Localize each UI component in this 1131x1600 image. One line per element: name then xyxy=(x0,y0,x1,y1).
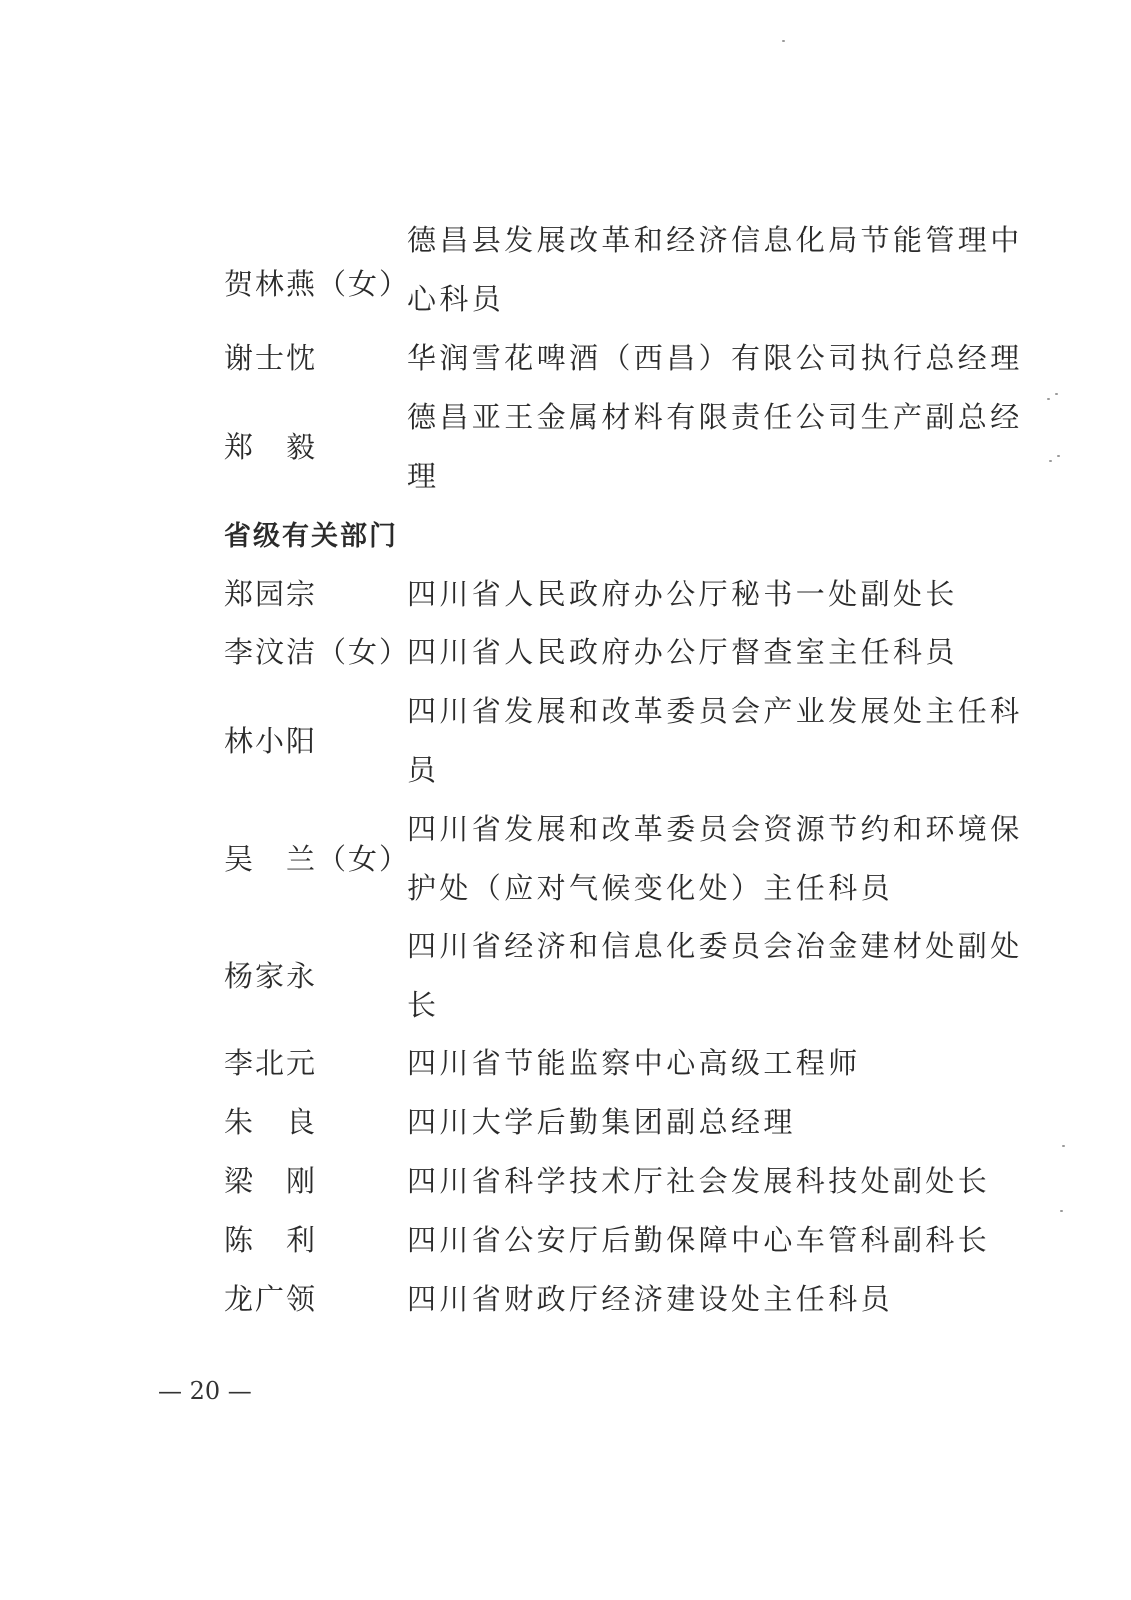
person-name: 郑园宗 xyxy=(224,577,318,611)
position-line: 四川省发展和改革委员会资源节约和环境保 xyxy=(407,812,1023,846)
position-line: 四川省科学技术厅社会发展科技处副处长 xyxy=(407,1164,991,1198)
position-line: 长 xyxy=(407,988,440,1022)
person-name: 林小阳 xyxy=(224,724,318,758)
position-line: 华润雪花啤酒（西昌）有限公司执行总经理 xyxy=(407,341,1023,375)
scan-speck xyxy=(782,40,785,42)
scan-speck xyxy=(1047,398,1050,400)
person-name: 李汶洁（女） xyxy=(224,635,411,669)
scan-speck xyxy=(1055,393,1058,395)
position-line: 理 xyxy=(407,459,440,493)
person-name: 贺林燕（女） xyxy=(224,267,411,301)
position-line: 四川省财政厅经济建设处主任科员 xyxy=(407,1282,894,1316)
person-name: 陈 利 xyxy=(224,1223,318,1257)
position-line: 员 xyxy=(407,753,440,787)
page-number: — 20 — xyxy=(158,1377,252,1405)
scan-speck xyxy=(1057,455,1060,457)
position-line: 四川省经济和信息化委员会冶金建材处副处 xyxy=(407,929,1023,963)
position-line: 护处（应对气候变化处）主任科员 xyxy=(407,871,894,905)
position-line: 心科员 xyxy=(407,282,505,316)
position-line: 四川省节能监察中心高级工程师 xyxy=(407,1046,861,1080)
section-title: 省级有关部门 xyxy=(224,521,398,552)
person-name: 杨家永 xyxy=(224,959,318,993)
position-line: 德昌县发展改革和经济信息化局节能管理中 xyxy=(407,223,1023,257)
person-name: 郑 毅 xyxy=(224,430,318,464)
scan-speck xyxy=(1060,1210,1063,1212)
position-line: 四川省发展和改革委员会产业发展处主任科 xyxy=(407,694,1023,728)
scan-speck xyxy=(1049,460,1052,462)
position-line: 四川省人民政府办公厅秘书一处副处长 xyxy=(407,577,958,611)
position-line: 四川省公安厅后勤保障中心车管科副科长 xyxy=(407,1223,991,1257)
position-line: 四川省人民政府办公厅督查室主任科员 xyxy=(407,635,958,669)
person-name: 龙广领 xyxy=(224,1282,318,1316)
position-line: 四川大学后勤集团副总经理 xyxy=(407,1105,796,1139)
person-name: 吴 兰（女） xyxy=(224,842,411,876)
person-name: 谢士忱 xyxy=(224,341,318,375)
person-name: 梁 刚 xyxy=(224,1164,318,1198)
person-name: 李北元 xyxy=(224,1046,318,1080)
position-line: 德昌亚王金属材料有限责任公司生产副总经 xyxy=(407,400,1023,434)
scan-speck xyxy=(1062,1145,1065,1147)
person-name: 朱 良 xyxy=(224,1105,318,1139)
